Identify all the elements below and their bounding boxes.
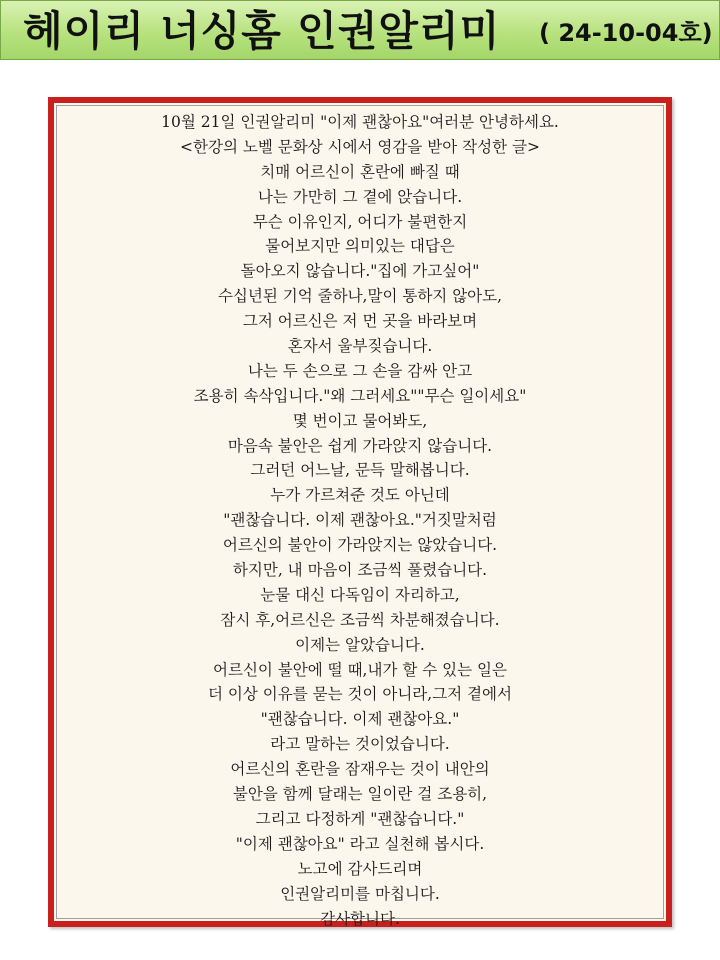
letter-frame bbox=[48, 97, 672, 927]
letter-line: 이제는 알았습니다. bbox=[295, 635, 425, 654]
letter-line: 노고에 감사드리며 bbox=[297, 859, 423, 878]
letter-line: 잠시 후,어르신은 조금씩 차분해졌습니다. bbox=[220, 610, 500, 629]
letter-line: 그리고 다정하게 "괜찮습니다." bbox=[255, 809, 465, 828]
letter-line: <한강의 노벨 문화상 시에서 영감을 받아 작성한 글> bbox=[180, 137, 540, 156]
letter-line: "괜찮습니다. 이제 괜찮아요."거짓말처럼 bbox=[223, 511, 497, 530]
letter-line: 누가 가르쳐준 것도 아닌데 bbox=[270, 486, 450, 505]
letter-line: 몇 번이고 물어봐도, bbox=[292, 411, 428, 430]
letter-line: "괜찮습니다. 이제 괜찮아요." bbox=[260, 710, 460, 729]
letter-line: 인권알리미를 마칩니다. bbox=[280, 884, 440, 903]
letter-line: 어르신의 혼란을 잠재우는 것이 내안의 bbox=[230, 760, 490, 779]
letter-line: 수십년된 기억 줄하나,말이 통하지 않아도, bbox=[217, 287, 503, 306]
letter-line: 돌아오지 않습니다."집에 가고싶어" bbox=[240, 262, 480, 281]
letter-line: 불안을 함께 달래는 일이란 걸 조용히, bbox=[232, 785, 488, 804]
letter-line: 마음속 불안은 쉽게 가라앉지 않습니다. bbox=[227, 436, 493, 455]
letter-line: 그저 어르신은 저 먼 곳을 바라보며 bbox=[242, 312, 478, 331]
letter-line: 감사합니다. bbox=[320, 909, 400, 928]
letter-line: 더 이상 이유를 묻는 것이 아니라,그저 곁에서 bbox=[207, 685, 512, 704]
letter-line: 나는 가만히 그 곁에 앉습니다. bbox=[257, 187, 463, 206]
letter-line: 라고 말하는 것이었습니다. bbox=[270, 735, 450, 754]
letter-line: 어르신의 불안이 가라앉지는 않았습니다. bbox=[222, 536, 498, 555]
letter-body bbox=[54, 110, 666, 931]
letter-line: 어르신이 불안에 떨 때,내가 할 수 있는 일은 bbox=[213, 660, 507, 679]
letter-line: "이제 괜찮아요" 라고 실천해 봅시다. bbox=[235, 834, 485, 853]
letter-line: 치매 어르신이 혼란에 빠질 때 bbox=[260, 162, 460, 181]
letter-line: 혼자서 울부짖습니다. bbox=[287, 337, 433, 356]
letter-line: 나는 두 손으로 그 손을 감싸 안고 bbox=[247, 361, 473, 380]
title-banner bbox=[0, 0, 720, 60]
page-title: 헤이리 너싱홈 인권알리미 bbox=[23, 7, 501, 55]
letter-line: 눈물 대신 다독임이 자리하고, bbox=[260, 585, 460, 604]
letter-line: 조용히 속삭입니다."왜 그러세요""무슨 일이세요" bbox=[193, 386, 527, 405]
letter-line: 10월 21일 인권알리미 "이제 괜찮아요"여러분 안녕하세요. bbox=[161, 113, 559, 131]
letter-line: 물어보지만 의미있는 대답은 bbox=[265, 237, 455, 256]
letter-line: 하지만, 내 마음이 조금씩 풀렸습니다. bbox=[232, 561, 488, 580]
letter-line: 그러던 어느날, 문득 말해봅니다. bbox=[250, 461, 470, 480]
issue-number: ( 24-10-04호) bbox=[539, 19, 713, 47]
letter-line: 무슨 이유인지, 어디가 불편한지 bbox=[252, 212, 468, 231]
